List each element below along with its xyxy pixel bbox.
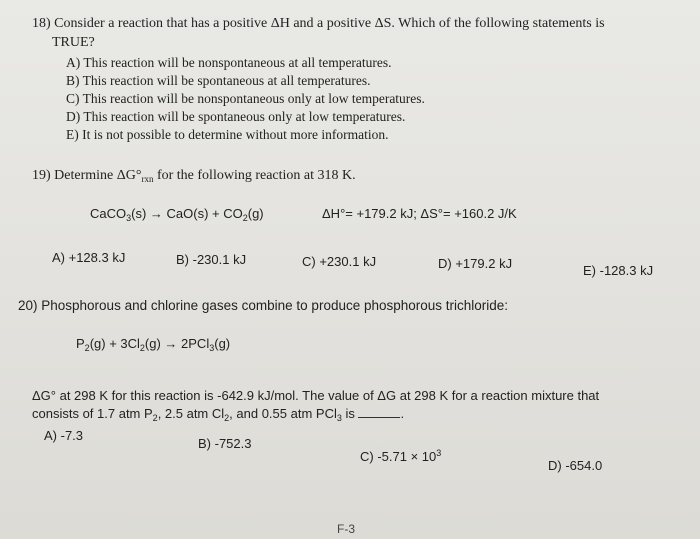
q18-option-b: B) This reaction will be spontaneous at all temperatures. [66, 73, 371, 88]
q18-line1: 18) Consider a reaction that has a positive ΔH and a positive ΔS. Which of the following statements is [32, 16, 605, 31]
q20-choice-b: B) -752.3 [198, 436, 252, 451]
answer-blank [358, 407, 400, 418]
q19-reaction: CaCO$_3$(s) → $CaO(s) + CO_2(g)$ [90, 206, 264, 223]
q20-line1: ΔG° at 298 K for this reaction is -642.9 kJ/mol. The value of ΔG at 298 K for a reaction mixture that [32, 388, 600, 403]
q20-choice-a: A) -7.3 [44, 428, 84, 443]
q19-prompt: 19) Determine $\Delta G^\circ_{rxn}$ for the following reaction at 318 K. [32, 168, 356, 184]
q20-reaction: $P_2(g) + 3Cl_2(g) \to 2PCl_3(g)$ [76, 336, 231, 353]
q19-choice-c: C) +230.1 kJ [302, 254, 377, 269]
page-number: F-3 [337, 522, 355, 536]
q18-line2: TRUE? [52, 35, 95, 50]
q19-choice-a: A) +128.3 kJ [52, 250, 126, 265]
q20-prompt: 20) Phosphorous and chlorine gases combine to produce phosphorous trichloride: [18, 298, 509, 313]
q18-option-d: D) This reaction will be spontaneous only at low temperatures. [66, 109, 406, 124]
q18-option-c: C) This reaction will be nonspontaneous only at low temperatures. [66, 91, 425, 106]
q19-choice-b: B) -230.1 kJ [176, 252, 247, 267]
q19-choice-e: E) -128.3 kJ [583, 263, 654, 278]
q19-choice-d: D) +179.2 kJ [438, 256, 513, 271]
q19-thermo-data: ΔH°= +179.2 kJ; ΔS°= +160.2 J/K [322, 206, 517, 221]
q20-choice-c: C) $-5.71 \times 10^3$ [360, 448, 442, 464]
q18-option-a: A) This reaction will be nonspontaneous at all temperatures. [66, 55, 392, 70]
q20-choice-d: D) -654.0 [548, 458, 603, 473]
q20-line2: consists of 1.7 atm $P_2$, 2.5 atm $Cl_2$, and 0.55 atm PCl$_3$ is . [32, 406, 405, 423]
q18-option-e: E) It is not possible to determine without more information. [66, 127, 389, 142]
